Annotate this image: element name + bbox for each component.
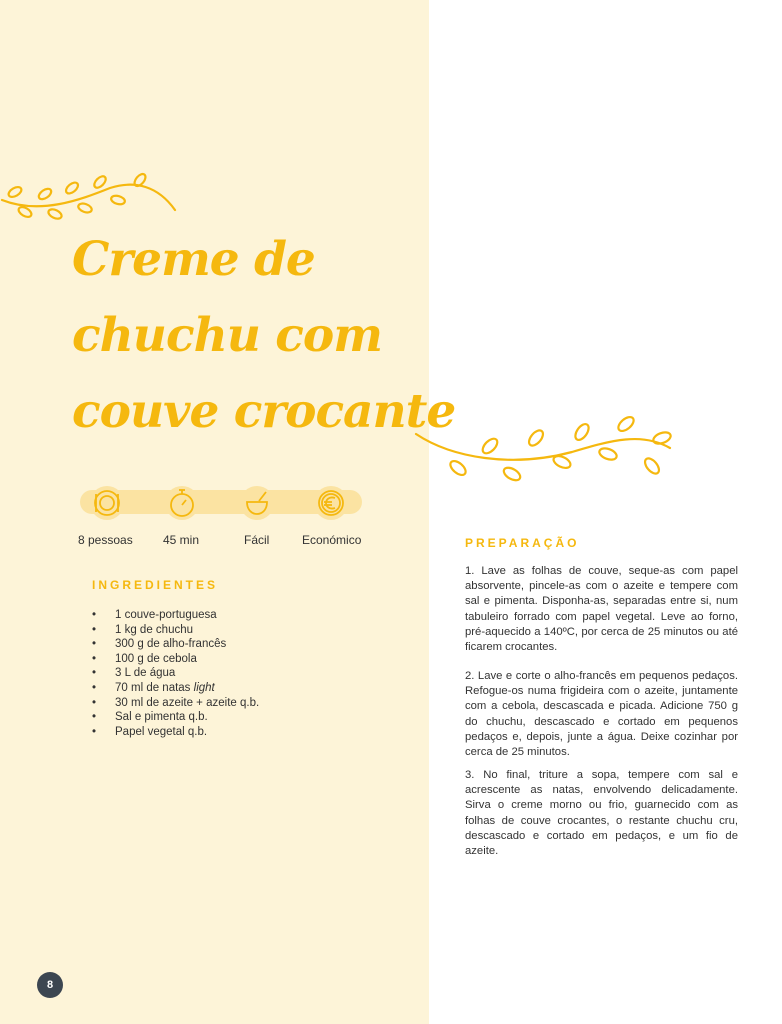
preparation-step: 1. Lave as folhas de couve, seque-as com papel absorvente, pincele-as com o azeite e tempere com sal e pimenta. Disponha-as, separadas entre si, num tabuleiro forrado com papel vegetal. Leve ao forno, pré-aquecido a 140ºC, por cerca de 25 minutos ou até ficarem crocantes. (465, 565, 738, 654)
recipe-title (72, 222, 456, 450)
page-number-badge (37, 972, 63, 998)
title-line: chuchu com (72, 308, 382, 363)
list-item: • 1 kg de chuchu (92, 623, 259, 638)
italic-light: light (193, 681, 215, 694)
preparation-heading: PREPARAÇÃO (465, 536, 580, 550)
preparation-step: 2. Lave e corte o alho-francês em pequenos pedaços. Refogue-os numa frigideira com o azeite, juntamente com a cebola, descascada e picada. Adicione 750 g do chuchu, descascado e cortado em pequenos pedaços e, depois, junte a água. Deixe cozinhar por cerca de 25 minutos. (465, 670, 738, 759)
vine-decoration-top-icon (0, 170, 180, 230)
stopwatch-icon (165, 486, 199, 520)
list-item: • 1 couve-portuguesa (92, 608, 259, 623)
meta-time: 45 min (163, 533, 200, 547)
meta-servings: 8 pessoas (78, 533, 133, 547)
list-item: • 300 g de alho-francês (92, 637, 259, 652)
list-item: • 30 ml de azeite + azeite q.b. (92, 696, 259, 711)
list-item: • 100 g de cebola (92, 652, 259, 667)
title-line: couve crocante (72, 384, 456, 439)
ingredients-heading: INGREDIENTES (92, 578, 219, 592)
page-number: 8 (46, 979, 54, 991)
list-item: • 70 ml de natas light (92, 681, 259, 696)
euro-coin-icon (314, 486, 348, 520)
mortar-pestle-icon (240, 486, 274, 520)
preparation-step: 3. No final, triture a sopa, tempere com sal e acrescente as natas, envolvendo delicadamente. Sirva o creme morno ou frio, guarnecido com as folhas de couve crocantes, o restante chuchu cru, descascado e cortado em pedaços, e um fio de azeite. (465, 769, 738, 858)
meta-cost: Económico (302, 533, 362, 547)
servings-plate-icon (90, 486, 124, 520)
vine-decoration-right-icon (412, 410, 677, 490)
list-item: • 3 L de água (92, 666, 259, 681)
list-item: • Papel vegetal q.b. (92, 725, 259, 740)
title-line: Creme de (72, 232, 315, 287)
list-item: • Sal e pimenta q.b. (92, 710, 259, 725)
meta-difficulty: Fácil (244, 533, 270, 547)
ingredients-list (92, 608, 259, 739)
